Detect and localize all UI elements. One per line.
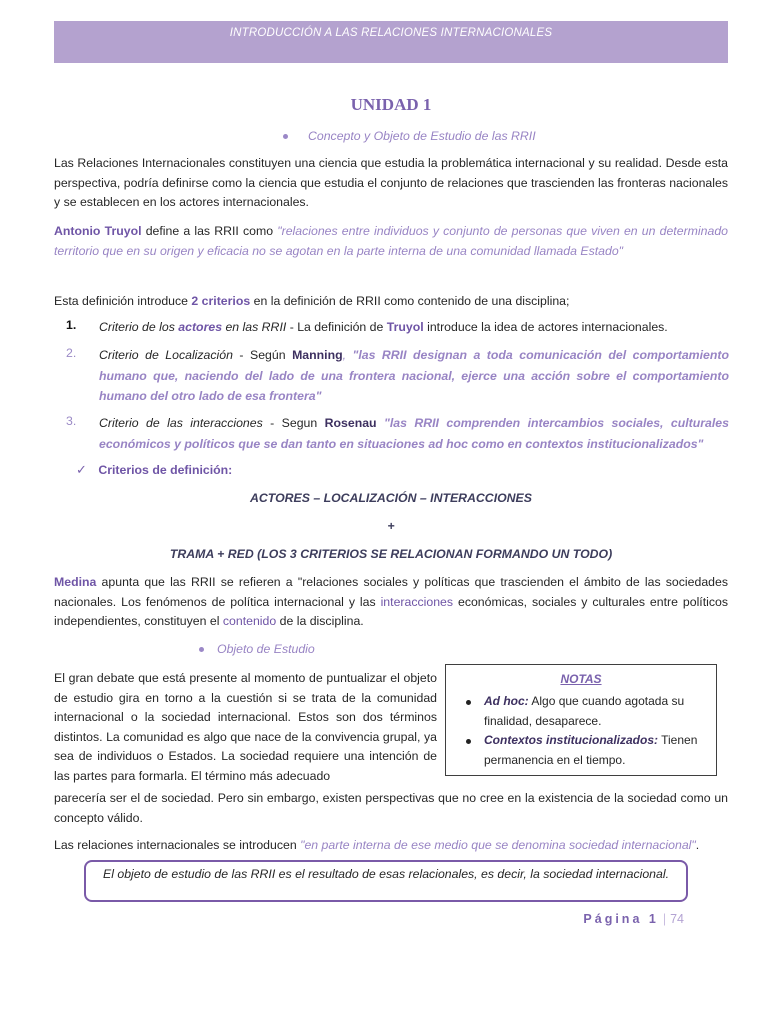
bullet-icon [283, 134, 288, 139]
criteria-line-2: TRAMA + RED (LOS 3 CRITERIOS SE RELACIONAN FORMANDO UN TODO) [169, 547, 613, 561]
highlight-text: actores [178, 320, 223, 334]
paragraph-truyol [54, 222, 728, 261]
text-span: Criterio de Localización [99, 348, 233, 362]
highlight-text: 2 criterios [191, 294, 251, 308]
paragraph-introducen [54, 836, 728, 856]
text-span: introduce la idea de actores internacionales. [423, 320, 668, 334]
criterion-interacciones [99, 413, 729, 454]
page-total: 74 [670, 912, 684, 926]
quote-text: "las RRII comprenden intercambios sociales, culturales económicos y políticos que se dan tanto en situaciones ad hoc como en contextos institucionalizados" [99, 416, 729, 451]
notes-list [460, 692, 710, 770]
objective-box [84, 860, 688, 902]
paragraph-medina [54, 573, 728, 632]
bullet-icon [466, 700, 471, 705]
section-heading-objeto [199, 642, 315, 656]
criteria-line-1: ACTORES – LOCALIZACIÓN – INTERACCIONES [250, 491, 532, 505]
text-span: Las relaciones internacionales se introducen [54, 838, 301, 852]
author-surname: Truyol [104, 224, 142, 238]
author-name: Rosenau [324, 416, 377, 430]
paragraph-criterios [54, 292, 728, 312]
quote-text: "las RRII designan a toda comunicación del comportamiento humano que, naciendo del lado de una frontera nacional, ejerce una acción sobre el comportamiento humano del otro lado de esa frontera" [99, 348, 729, 403]
paragraph-intro: Las Relaciones Internacionales constituyen una ciencia que estudia la problemática internacional y su realidad. Desde esta perspectiva, podría definirse como la ciencia que estudia el conjunto de relaciones que trascienden las fronteras nacionales y se establecen en los actores internacionales. [54, 156, 728, 209]
text-span: - La definición de [286, 320, 387, 334]
page-label: Página [583, 912, 643, 926]
list-number-2: 2. [66, 346, 77, 360]
highlight-text: interacciones [380, 594, 454, 609]
paragraph-debate-cont: parecería ser el de sociedad. Pero sin embargo, existen perspectivas que no cree en la existencia de la sociedad como un concepto válido. [54, 791, 728, 825]
section-heading-text: Concepto y Objeto de Estudio de las RRII [308, 129, 536, 143]
highlight-text: contenido [222, 614, 277, 628]
text-span: Criterio de las interacciones [99, 416, 263, 430]
text-span: en la definición de RRII como contenido de una disciplina; [250, 294, 570, 308]
quote-text: "relaciones entre individuos y conjunto de personas que viven en un determinado territorio que en su origen y eficacia no se agotan en la parte interna de una comunidad llamada Estado" [54, 224, 728, 258]
section-heading-text: Objeto de Estudio [217, 642, 315, 656]
page-number: 1 [648, 912, 659, 926]
author-name: Truyol [386, 320, 424, 334]
list-item [460, 692, 710, 731]
notes-box [445, 664, 717, 776]
bullet-icon [466, 739, 471, 744]
criteria-plus: + [387, 519, 395, 533]
text-span: económicas, sociales y culturales entre políticos independientes, constituyen el [54, 594, 729, 628]
text-span: en las RRII [222, 320, 287, 334]
author-name: Manning [292, 348, 343, 362]
notes-title: NOTAS [560, 672, 602, 686]
bullet-icon [199, 647, 204, 652]
note-term: Ad hoc: [484, 694, 529, 708]
text-span: Criterio de los [99, 320, 179, 334]
criterion-actores [99, 317, 729, 338]
author-name: Antonio [54, 224, 101, 238]
list-number-3: 3. [66, 414, 77, 428]
criteria-definition-label [76, 462, 232, 478]
text-span: Esta definición introduce [54, 294, 192, 308]
text-span: . [695, 838, 700, 852]
page-separator: | [662, 912, 667, 926]
list-item [460, 731, 710, 770]
text-span: , [342, 348, 353, 362]
text-span: apunta que las RRII se refieren a "relaciones sociales y políticas que trascienden el ámbito de las sociedades nacionales. Los fenómenos de política internacional y las [54, 575, 728, 609]
author-name: Medina [54, 575, 97, 589]
text-span: - Segun [262, 416, 325, 430]
paragraph-debate: El gran debate que está presente al momento de puntualizar el objeto de estudio gira en torno a la cuestión si se trata de la comunidad internacional o la sociedad internacional. Estos son dos términos distintos. La comunidad es algo que nace de la convivencia grupal, ya sea de individuos o Estados. La sociedad requiere una intención de las partes para formarla. El término más adecuado [54, 671, 437, 783]
page-footer [583, 912, 684, 926]
unit-title: UNIDAD 1 [350, 95, 432, 114]
text-span: de la disciplina. [276, 614, 364, 628]
text-span: - Según [232, 348, 293, 362]
text-span: define a las RRII como [141, 224, 278, 238]
quote-text: "en parte interna de ese medio que se denomina sociedad internacional" [300, 838, 696, 852]
objective-text: El objeto de estudio de las RRII es el resultado de esas relacionales, es decir, la sociedad internacional. [103, 867, 669, 881]
label-text: Criterios de definición: [98, 463, 233, 477]
note-text: Tienen permanencia en el tiempo. [484, 733, 698, 767]
criterion-localizacion [99, 345, 729, 407]
note-term: Contextos institucionalizados: [484, 733, 659, 747]
note-text: Algo que cuando agotada su finalidad, desaparece. [484, 694, 685, 728]
text-span [377, 416, 384, 430]
list-number-1: 1. [66, 318, 77, 332]
checkmark-icon: ✓ [76, 462, 87, 477]
document-header-title: INTRODUCCIÓN A LAS RELACIONES INTERNACIONALES [229, 27, 553, 39]
section-heading-concepto [283, 129, 536, 143]
